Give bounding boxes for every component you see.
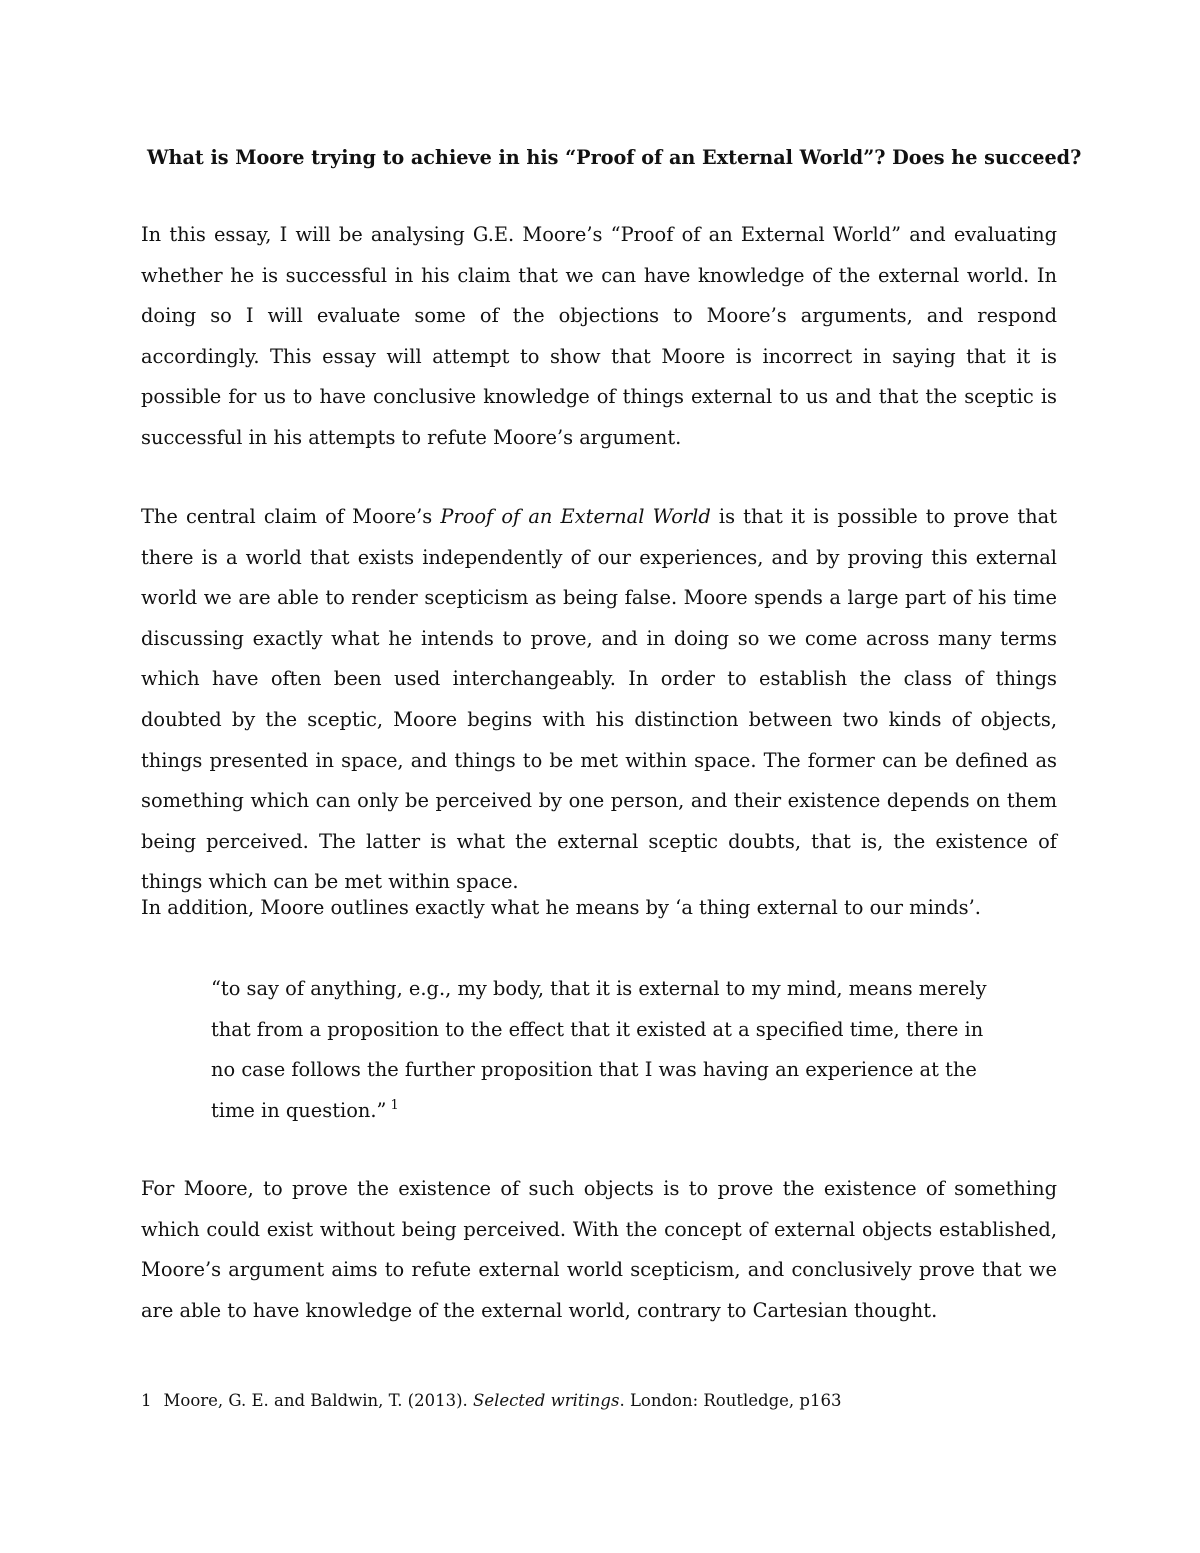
work-title-italic: Proof of an External World — [440, 505, 711, 528]
footnote-number: 1 — [141, 1391, 152, 1410]
footnote — [141, 1389, 841, 1413]
paragraph-text: The central claim of Moore’s — [141, 505, 441, 528]
essay-title: What is Moore trying to achieve in his “Proof of an External World”? Does he succeed? — [147, 146, 1082, 169]
footnote-reference: 1 — [390, 1098, 399, 1114]
paragraph-conclusion: For Moore, to prove the existence of such objects is to prove the existence of something which could exist without being perceived. With the concept of external objects established, Moore’s argument aims to refute external world scepticism, and conclusively prove that we are able to have knowledge of the external world, contrary to Cartesian thought. — [141, 1177, 1057, 1322]
footnote-text: . London: Routledge, p163 — [619, 1391, 842, 1410]
paragraph-introduction: In this essay, I will be analysing G.E. Moore’s “Proof of an External World” and evaluating whether he is successful in his claim that we can have knowledge of the external world. In doing so I will evaluate some of the objections to Moore’s arguments, and respond accordingly. This essay will attempt to show that Moore is incorrect in saying that it is possible for us to have conclusive knowledge of things external to us and that the sceptic is successful in his attempts to refute Moore’s argument. — [141, 223, 1057, 449]
block-quote — [211, 969, 991, 1131]
paragraph-addition: In addition, Moore outlines exactly what he means by ‘a thing external to our minds’. — [141, 896, 981, 919]
paragraph-text: is that it is possible to prove that there is a world that exists independently of our experiences, and by proving this external world we are able to render scepticism as being false. Moore spends a large part of his time discussing exactly what he intends to prove, and in doing so we come across many terms which have often been used interchangeably. In order to establish the class of things doubted by the sceptic, Moore begins with his distinction between two kinds of objects, things presented in space, and things to be met within space. The former can be defined as something which can only be perceived by one person, and their existence depends on them being perceived. The latter is what the external sceptic doubts, that is, the existence of things which can be met within space. — [141, 505, 1057, 894]
footnote-book-title: Selected writings — [473, 1391, 620, 1410]
footnote-text: Moore, G. E. and Baldwin, T. (2013). — [163, 1391, 474, 1410]
quote-text: “to say of anything, e.g., my body, that it is external to my mind, means merely that from a proposition to the effect that it existed at a specified time, there in no case follows the further proposition that I was having an experience at the time in question.” — [211, 977, 987, 1122]
paragraph-central-claim — [141, 497, 1057, 903]
